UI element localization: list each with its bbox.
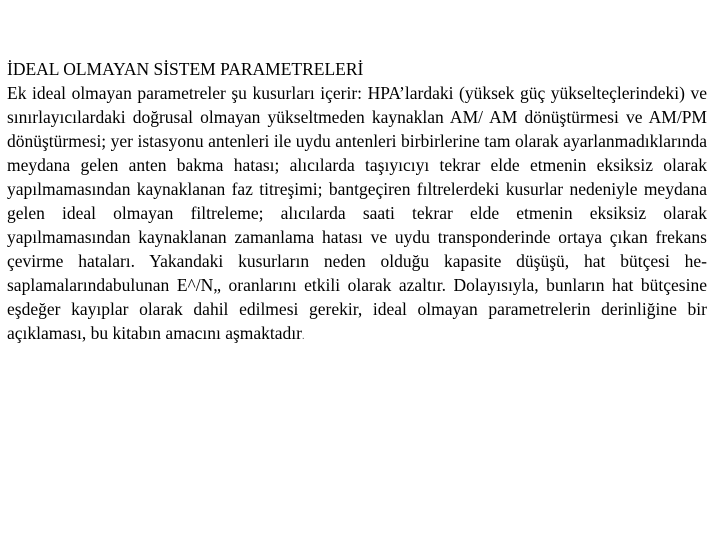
paragraph-text: Ek ideal olmayan parametreler şu kusurları içerir: HPA’lardaki (yüksek güç yükselteçlerindeki) ve sınırlayıcılardaki doğrusal olmayan yükseltmeden kaynaklan AM/ AM dönüştürmesi ve AM/PM dönüştürmesi; yer istasyonu antenleri ile uydu antenleri birbirlerine tam olarak ayarlanmadıklarında meydana gelen anten bakma hatası; alıcılarda taşıyıcıyı tekrar elde etmenin eksiksiz olarak yapılmamasından kaynaklanan faz titreşimi; bantgeçiren fıltrelerdeki kusurlar nedeniyle meydana gelen ideal olmayan filtreleme; alıcılarda saati tekrar elde etmenin eksiksiz olarak yapılmamasından kaynaklanan zamanlama hatası ve uydu transponderinde ortaya çıkan frekans çevirme hataları. Yakandaki kusurların neden olduğu kapasite düşüşü, hat bütçesi he-saplamalarındabulunan E^/N„ oranlarını etkili olarak azaltır. Dolayısıyla, bunların hat bütçesine eşdeğer kayıplar olarak dahil edilmesi gerekir, ideal olmayan parametrelerin derinliğine bir açıklaması, bu kitabın amacını aşmaktadır: [7, 83, 707, 343]
page-title: İDEAL OLMAYAN SİSTEM PARAMETRELERİ: [7, 59, 364, 79]
trailing-period: .: [301, 331, 305, 342]
body-paragraph: [7, 81, 707, 349]
text-block: [7, 57, 707, 349]
